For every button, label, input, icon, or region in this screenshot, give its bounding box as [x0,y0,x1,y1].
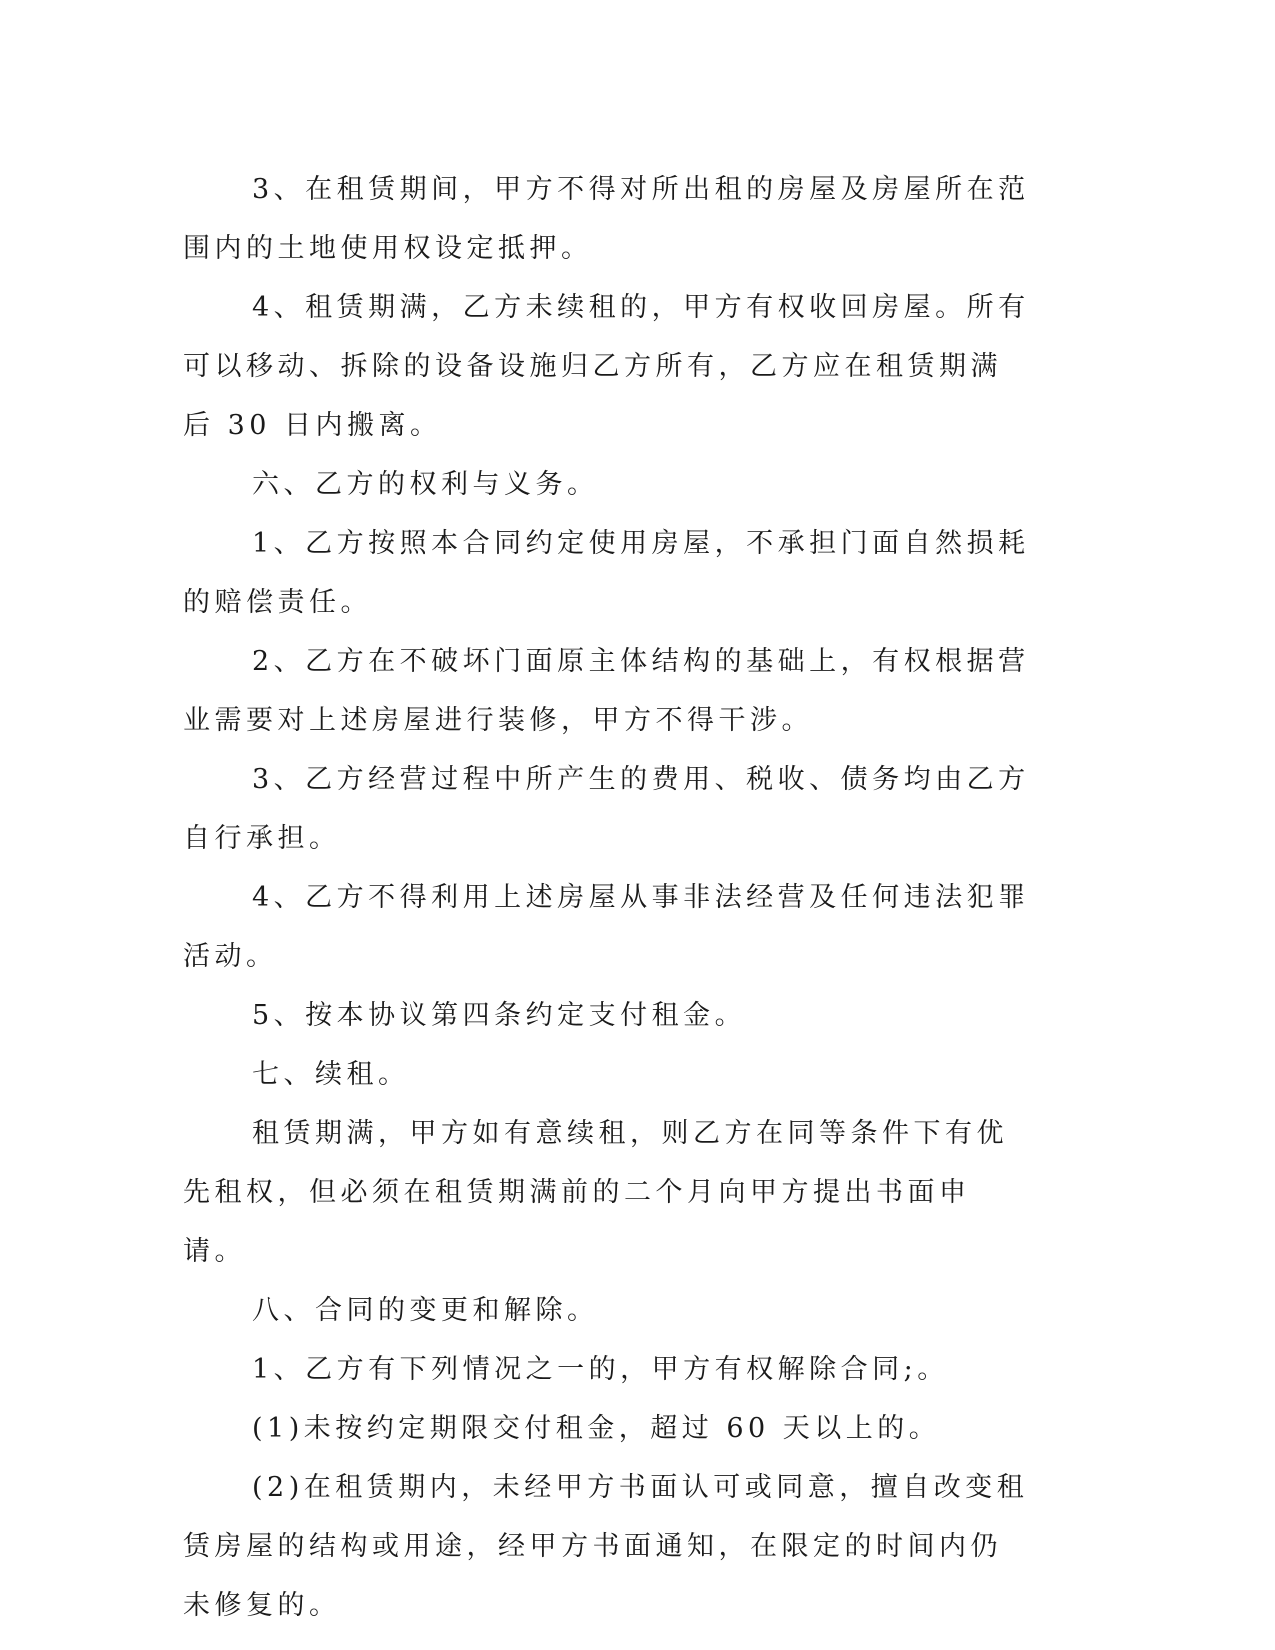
clause-8-1-item-2: (2)在租赁期内，未经甲方书面认可或同意，擅自改变租赁房屋的结构或用途，经甲方书面通知，在限定的时间内仍未修复的。 [183,1472,1029,1621]
clause-5-4-paragraph: 4、租赁期满，乙方未续租的，甲方有权收回房屋。所有可以移动、拆除的设备设施归乙方所有，乙方应在租赁期满后 30 日内搬离。 [183,292,1030,441]
clause-6-2-paragraph: 2、乙方在不破坏门面原主体结构的基础上，有权根据营业需要对上述房屋进行装修，甲方不得干涉。 [183,646,1030,736]
clause-6-3-paragraph: 3、乙方经营过程中所产生的费用、税收、债务均由乙方自行承担。 [183,764,1030,854]
document-body [183,160,1033,1635]
clause-8-1-paragraph: 1、乙方有下列情况之一的，甲方有权解除合同;。 [252,1354,949,1385]
clause-8-1-item-1: (1)未按约定期限交付租金，超过 60 天以上的。 [252,1413,941,1444]
clause-6-5-paragraph: 5、按本协议第四条约定支付租金。 [252,1000,747,1031]
clause-6-4-paragraph: 4、乙方不得利用上述房屋从事非法经营及任何违法犯罪活动。 [183,882,1030,972]
clause-5-3-paragraph: 3、在租赁期间，甲方不得对所出租的房屋及房屋所在范围内的土地使用权设定抵押。 [183,174,1030,264]
section-6-heading: 六、乙方的权利与义务。 [252,469,599,500]
renewal-paragraph: 租赁期满，甲方如有意续租，则乙方在同等条件下有优先租权，但必须在租赁期满前的二个月向甲方提出书面申请。 [183,1118,1008,1267]
section-8-heading: 八、合同的变更和解除。 [252,1295,599,1326]
section-7-heading: 七、续租。 [252,1059,410,1090]
clause-6-1-paragraph: 1、乙方按照本合同约定使用房屋，不承担门面自然损耗的赔偿责任。 [183,528,1030,618]
